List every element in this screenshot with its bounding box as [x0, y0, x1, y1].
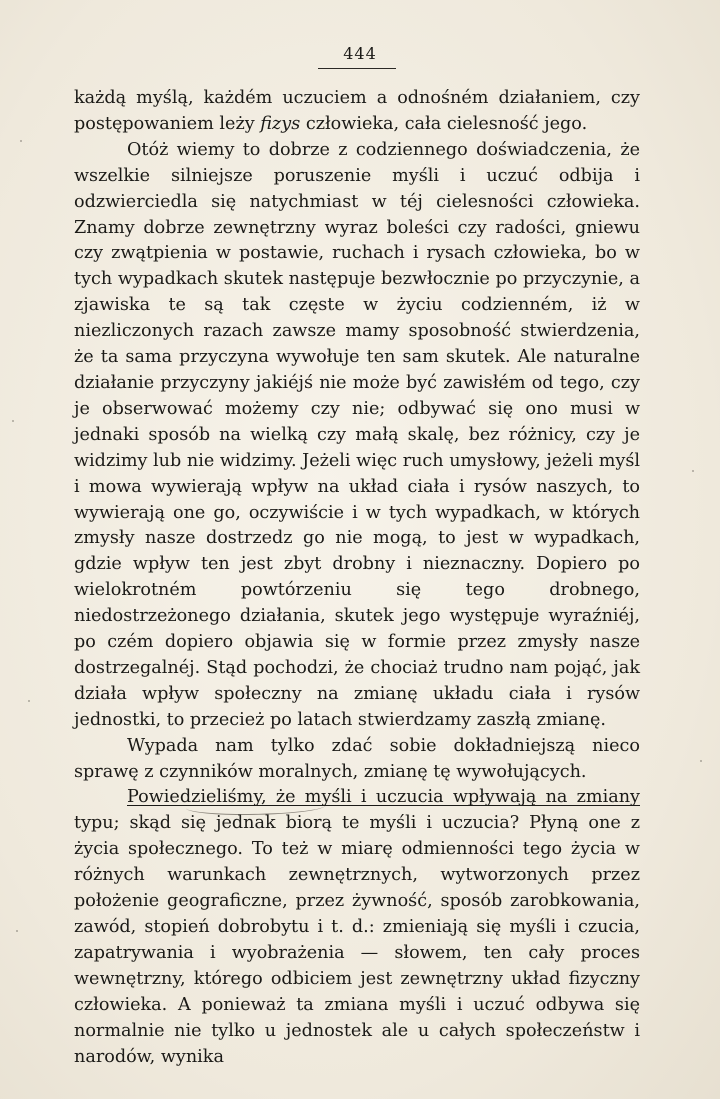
paragraph-4-text: typu; skąd się jednak biorą te myśli i uczucia? Płyną one z życia społecznego. To też w miarę odmienności tego życia w różnych warunkach zewnętrznych, wytworzonych przez położenie geograficzne, przez żywność, sposób zarobkowania, zawód, stopień dobrobytu i t. d.: zmieniają się myśli i czucia, zapatrywania i wyobrażenia — słowem, ten cały proces wewnętrzny, którego odbiciem jest zewnętrzny układ fizyczny człowieka. A ponieważ ta zmiana myśli i uczuć odbywa się normalnie nie tylko u jednostek ale u całych społeczeństw i narodów, wynika	[74, 813, 640, 1067]
paper-speck	[28, 700, 30, 702]
paper-speck	[20, 140, 22, 142]
paper-speck	[16, 930, 18, 932]
paragraph-3: Wypada nam tylko zdać sobie dokładniejszą nieco sprawę z czynników moralnych, zmianę tę wywołujących.	[74, 735, 640, 782]
paper-speck	[700, 760, 702, 762]
paragraph-1-text-a: każdą myślą, każdém uczuciem a odnośném działaniem, czy postępowaniem leży	[74, 88, 640, 134]
header-rule	[318, 68, 396, 69]
body-text	[74, 86, 640, 1070]
paper-speck	[12, 420, 14, 422]
paragraph-1-text-b: człowieka, cała cielesność jego.	[300, 113, 588, 134]
italic-term-fizys: fizys	[260, 113, 301, 134]
underlined-phrase: Powiedzieliśmy, że myśli i uczucia wpływają na zmiany	[127, 787, 640, 808]
paragraph-2: Otóż wiemy to dobrze z codziennego doświadczenia, że wszelkie silniejsze poruszenie myśli i uczuć odbija i odzwierciedla się natychmiast w téj cielesności człowieka. Znamy dobrze zewnętrzny wyraz boleści czy radości, gniewu czy zwątpienia w postawie, ruchach i rysach człowieka, bo w tych wypadkach skutek następuje bezwłocznie po przyczynie, a zjawiska te są tak częste w życiu codzienném, iż w niezliczonych razach zawsze mamy sposobność stwierdzenia, że ta sama przyczyna wywołuje ten sam skutek. Ale naturalne działanie przyczyny jakiéjś nie może być zawisłém od tego, czy je obserwować możemy czy nie; odbywać się ono musi w jednaki sposób na wielką czy małą skalę, bez różnicy, czy je widzimy lub nie widzimy. Jeżeli więc ruch umysłowy, jeżeli myśl i mowa wywierają wpływ na układ ciała i rysów naszych, to wywierają one go, oczywiście i w tych wypadkach, w których zmysły nasze dostrzedz go nie mogą, to jest w wypadkach, gdzie wpływ ten jest zbyt drobny i nieznaczny. Dopiero po wielokrotném powtórzeniu się tego drobnego, niedostrzeżonego działania, skutek jego występuje wyraźniéj, po czém dopiero objawia się w formie przez zmysły nasze dostrzegalnéj. Stąd pochodzi, że chociaż trudno nam pojąć, jak działa wpływ społeczny na zmianę układu ciała i rysów jednostki, to przecież po latach stwierdzamy zaszłą zmianę.	[74, 139, 641, 730]
paragraph-4	[74, 785, 640, 1070]
paragraph-continuation	[74, 86, 640, 138]
page-number: 444	[343, 44, 377, 63]
paper-speck	[692, 470, 694, 472]
